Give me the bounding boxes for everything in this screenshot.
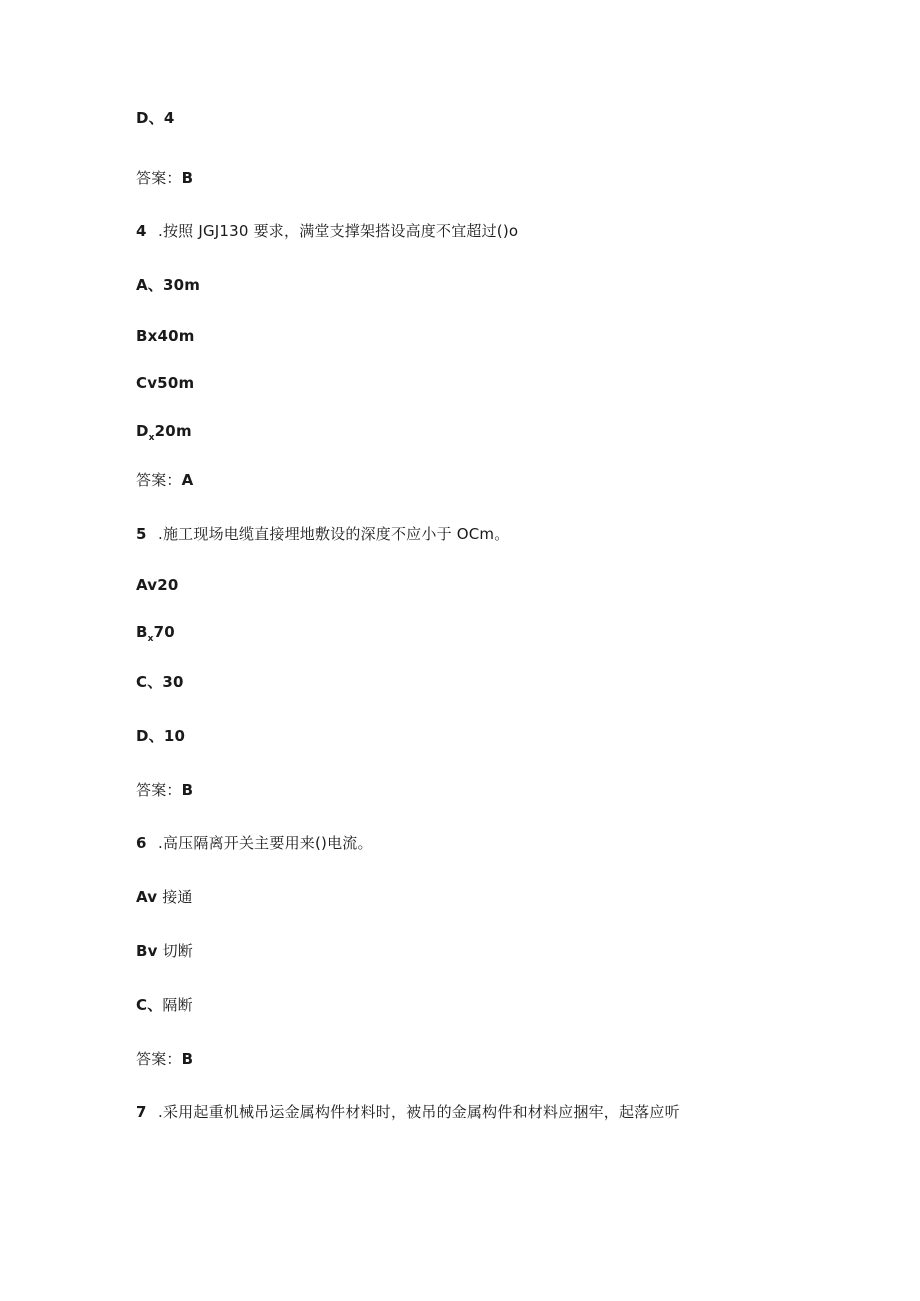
option-label: Av	[136, 888, 158, 906]
option-label: A、30m	[136, 276, 201, 294]
option-label: Bx40m	[136, 327, 195, 345]
question-text: .采用起重机械吊运金属构件材料时，被吊的金属构件和材料应捆牢，起落应听	[158, 1103, 680, 1121]
answer-line	[136, 1049, 193, 1069]
question-5	[136, 524, 509, 544]
option-label-head: B	[136, 623, 148, 641]
answer-value: A	[181, 471, 194, 489]
question-text: .施工现场电缆直接埋地敷设的深度不应小于 OCm。	[158, 525, 510, 543]
option-label-sub: x	[148, 433, 155, 443]
option-c	[136, 672, 184, 692]
answer-prefix: 答案：	[136, 1050, 182, 1068]
option-c	[136, 373, 194, 393]
answer-prefix: 答案：	[136, 169, 182, 187]
option-label: C、	[136, 996, 163, 1014]
option-label-tail: 70	[153, 623, 175, 641]
question-6	[136, 833, 373, 853]
option-a	[136, 887, 193, 907]
option-a	[136, 275, 200, 295]
option-b	[136, 941, 193, 961]
option-label: C、30	[136, 673, 184, 691]
option-label-head: D	[136, 422, 149, 440]
option-text: 隔断	[162, 996, 193, 1014]
answer-line	[136, 470, 193, 490]
answer-prefix: 答案：	[136, 781, 182, 799]
answer-prefix: 答案：	[136, 471, 182, 489]
question-number: 5	[136, 525, 147, 543]
option-label: D、10	[136, 727, 186, 745]
option-label: Cv50m	[136, 374, 195, 392]
option-label: Bv	[136, 942, 158, 960]
option-label: D、4	[136, 109, 175, 127]
option-text: 切断	[157, 942, 193, 960]
option-a	[136, 575, 179, 595]
option-c	[136, 995, 193, 1015]
option-label: Av20	[136, 576, 179, 594]
question-text: .高压隔离开关主要用来()电流。	[158, 834, 373, 852]
question-text: .按照 JGJ130 要求，满堂支撑架搭设高度不宜超过()o	[158, 222, 519, 240]
option-d	[136, 421, 192, 448]
option-d	[136, 726, 185, 746]
option-text: 接通	[157, 888, 193, 906]
answer-value: B	[181, 1050, 194, 1068]
option-b	[136, 326, 195, 346]
question-7	[136, 1102, 680, 1122]
option-label-tail: 20m	[154, 422, 192, 440]
answer-line	[136, 168, 193, 188]
option-label-sub: x	[147, 634, 154, 644]
question-number: 7	[136, 1103, 147, 1121]
answer-value: B	[181, 781, 194, 799]
question-number: 6	[136, 834, 147, 852]
question-4	[136, 221, 518, 241]
answer-line	[136, 780, 193, 800]
answer-value: B	[181, 169, 194, 187]
option-d	[136, 108, 175, 128]
question-number: 4	[136, 222, 147, 240]
option-b	[136, 622, 175, 649]
